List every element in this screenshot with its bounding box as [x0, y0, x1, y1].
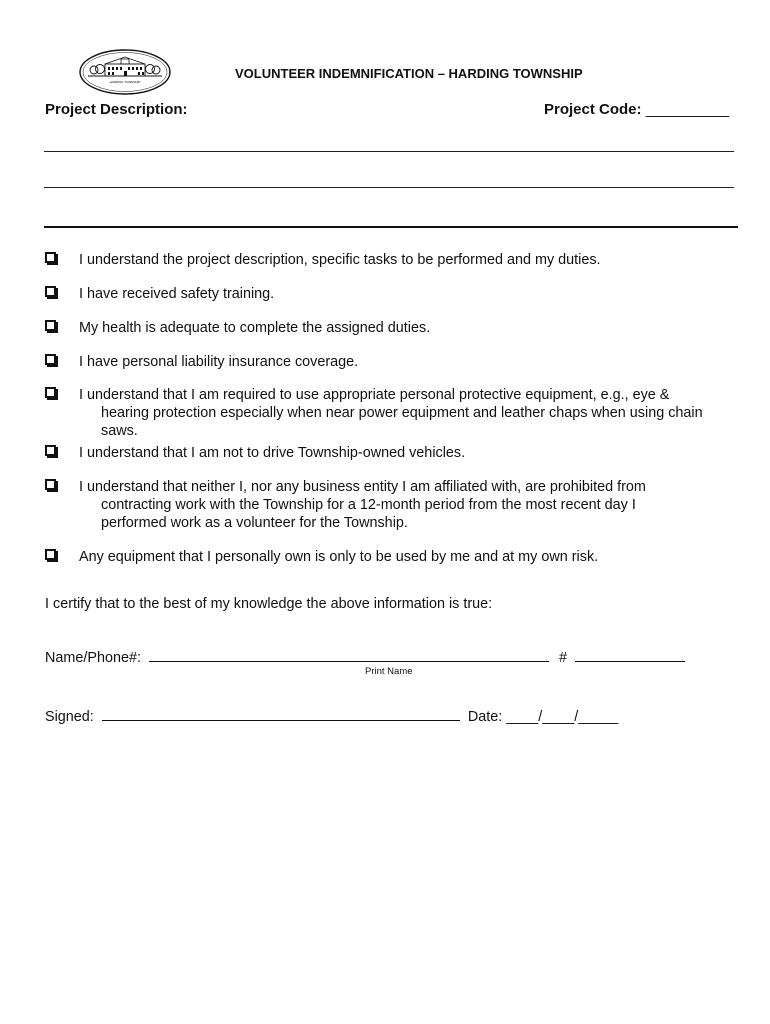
checklist-text: I have received safety training.: [79, 286, 275, 302]
signed-label: Signed:: [45, 709, 94, 725]
checklist-text: I understand that neither I, nor any business entity I am affiliated with, are prohibited from: [79, 479, 646, 495]
checkbox[interactable]: [45, 252, 56, 263]
project-code-label: Project Code:: [544, 101, 642, 118]
print-name-caption: Print Name: [365, 666, 413, 677]
signature-field[interactable]: [102, 708, 460, 721]
checklist-text-continued: saws.: [101, 423, 138, 439]
date-label: Date:: [467, 709, 503, 725]
checklist-text-continued: contracting work with the Township for a 12-month period from the most recent day I: [101, 497, 636, 513]
phone-hash-label: #: [559, 650, 568, 666]
project-code-field[interactable]: [544, 101, 729, 118]
date-field[interactable]: ____/____/_____: [506, 709, 619, 725]
checklist-text: I understand the project description, specific tasks to be performed and my duties.: [79, 252, 601, 268]
checkbox[interactable]: [45, 445, 56, 456]
checkbox[interactable]: [45, 479, 56, 490]
phone-field[interactable]: [575, 649, 685, 662]
name-phone-label: Name/Phone#:: [45, 650, 141, 666]
checkbox[interactable]: [45, 387, 56, 398]
certification-statement: I certify that to the best of my knowledge the above information is true:: [45, 596, 493, 612]
checklist-text: I understand that I am not to drive Township-owned vehicles.: [79, 445, 466, 461]
checkbox[interactable]: [45, 286, 56, 297]
checkbox[interactable]: [45, 320, 56, 331]
project-description-label: Project Description:: [45, 101, 188, 118]
name-phone-row: [45, 649, 685, 666]
checklist-text: Any equipment that I personally own is only to be used by me and at my own risk.: [79, 549, 599, 565]
logo-text: HARDING TOWNSHIP: [109, 80, 141, 84]
section-divider: [44, 226, 738, 228]
document-title: VOLUNTEER INDEMNIFICATION – HARDING TOWNSHIP: [235, 66, 583, 81]
checkbox[interactable]: [45, 549, 56, 560]
name-field[interactable]: [149, 649, 549, 662]
checklist-text: I have personal liability insurance coverage.: [79, 354, 359, 370]
checkbox[interactable]: [45, 354, 56, 365]
description-line-2[interactable]: [44, 187, 734, 188]
project-code-blank[interactable]: __________: [645, 101, 730, 118]
checklist-text: My health is adequate to complete the assigned duties.: [79, 320, 431, 336]
checklist-text-continued: hearing protection especially when near power equipment and leather chaps when using chain: [101, 405, 703, 421]
description-line-1[interactable]: [44, 151, 734, 152]
harding-township-seal-logo: [78, 48, 172, 96]
checklist-text: I understand that I am required to use appropriate personal protective equipment, e.g., eye &: [79, 387, 670, 403]
signature-row: [45, 708, 618, 725]
checklist-text-continued: performed work as a volunteer for the Township.: [101, 515, 408, 531]
